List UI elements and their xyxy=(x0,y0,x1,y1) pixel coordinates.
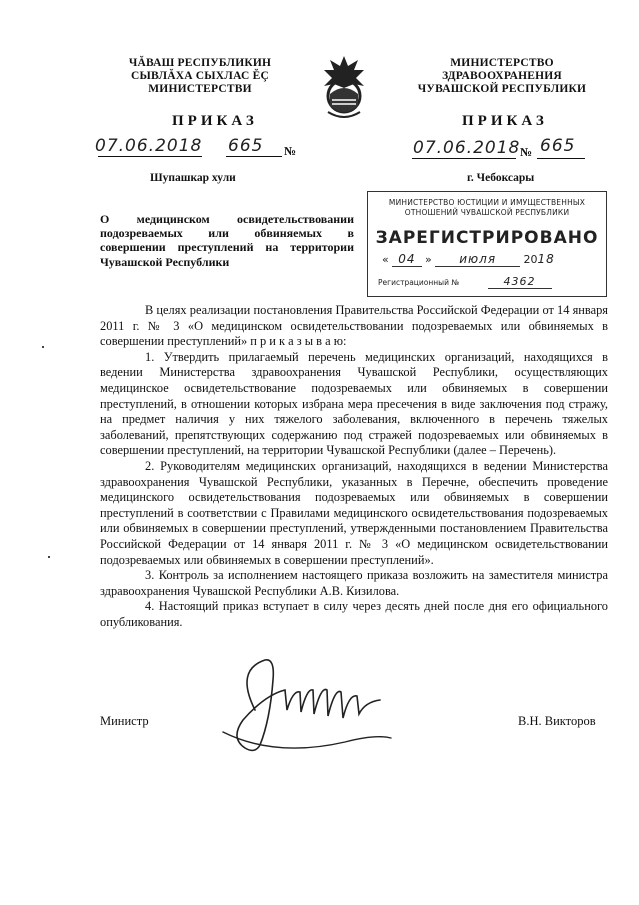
left-header-line3: МИНИСТЕРСТВИ xyxy=(148,83,252,95)
stamp-date-prefix: « xyxy=(382,253,389,266)
stamp-line1: МИНИСТЕРСТВО ЮСТИЦИИ И ИМУЩЕСТВЕННЫХ xyxy=(388,198,586,207)
left-header-line1: ЧĂВАШ РЕСПУБЛИКИН xyxy=(128,57,272,69)
paragraph-intro: В целях реализации постановления Правительства Российской Федерации от 14 января 2011 г. № 3 «О медицинском освидетельствовании подозреваемых или обвиняемых в совершении преступлений» п р и к а з ы в а ю: xyxy=(100,303,608,349)
paragraph-3: 3. Контроль за исполнением настоящего приказа возложить на заместителя министра здравоохранения Чувашской Республики А.В. Кизилова. xyxy=(100,568,608,598)
emblem-icon xyxy=(318,52,370,122)
paragraph-2: 2. Руководителям медицинских организаций, находящихся в ведении Министерства здравоохранения Чувашской Республики, указанных в Перечне, обеспечить проведение медицинского освидетельствования подозреваемых или обвиняемых в совершении преступлений в соответствии с Правилами медицинского освидетельствования подозреваемых или обвиняемых в совершении преступлений, утвержденными постановлением Правительства Российской Федерации от 14 января 2011 г. № 3 «О медицинском освидетельствовании подозреваемых или обвиняемых в совершении преступлений». xyxy=(100,458,608,567)
right-prikaz-title: ПРИКАЗ xyxy=(462,113,548,129)
stamp-date-row xyxy=(382,252,592,266)
right-place: г. Чебоксары xyxy=(467,172,535,184)
left-date-underline xyxy=(98,156,202,157)
left-place: Шупашкар хули xyxy=(150,172,236,184)
left-number-sign: № xyxy=(284,144,297,158)
stamp-date-mid: » xyxy=(425,253,432,266)
stamp-date-year: 18 xyxy=(537,252,555,266)
document-title: О медицинском освидетельствовании подозреваемых или обвиняемых в совершении преступлений на территории Чувашской Республики xyxy=(100,212,354,269)
left-prikaz-title: ПРИКАЗ xyxy=(172,113,258,129)
left-number: 665 xyxy=(228,136,264,156)
stamp-date-month: июля xyxy=(435,252,520,267)
stamp-reg-row xyxy=(378,275,598,289)
left-header-line2: СЫВЛĂХА СЫХЛАС ĔÇ xyxy=(131,70,269,82)
stamp-reg-number: 4362 xyxy=(488,275,552,289)
right-date: 07.06.2018 xyxy=(413,138,521,158)
right-number-underline xyxy=(537,158,585,159)
left-date: 07.06.2018 xyxy=(95,136,203,156)
right-header-line2: ЗДРАВООХРАНЕНИЯ xyxy=(442,70,562,82)
document-body xyxy=(100,303,608,630)
handwritten-signature xyxy=(215,650,395,760)
stamp-date-day: 04 xyxy=(392,252,421,267)
stamp-line2: ОТНОШЕНИЙ ЧУВАШСКОЙ РЕСПУБЛИКИ xyxy=(404,207,570,217)
signature-position: Министр xyxy=(100,714,149,728)
registration-stamp xyxy=(367,191,607,297)
right-header-line1: МИНИСТЕРСТВО xyxy=(450,57,554,69)
right-number-sign: № xyxy=(520,145,533,159)
right-date-underline xyxy=(412,158,516,159)
stamp-reg-label: Регистрационный № xyxy=(378,278,460,287)
paragraph-1: 1. Утвердить прилагаемый перечень медицинских организаций, находящихся в ведении Министерства здравоохранения Чувашской Республики, осуществляющих медицинское освидетельствование подозреваемых или обвиняемых в совершении преступлений, в отношении которых избрана мера пресечения в виде заключения под стражу, на предмет наличия у них тяжелого заболевания, включенного в перечень тяжелых заболеваний, препятствующих содержанию под стражей подозреваемых или обвиняемых в совершении преступлений, на территории Чувашской Республики (далее – Перечень). xyxy=(100,349,608,458)
scan-speck xyxy=(48,556,50,558)
left-number-underline xyxy=(226,156,282,157)
stamp-registered: ЗАРЕГИСТРИРОВАНО xyxy=(375,228,599,248)
signature-name: В.Н. Викторов xyxy=(518,714,596,728)
scan-speck xyxy=(42,346,44,348)
right-number: 665 xyxy=(540,136,576,156)
stamp-date-year-prefix: 20 xyxy=(523,253,538,266)
right-header-line3: ЧУВАШСКОЙ РЕСПУБЛИКИ xyxy=(417,83,587,95)
left-header xyxy=(100,57,300,96)
right-header xyxy=(412,57,592,96)
paragraph-4: 4. Настоящий приказ вступает в силу через десять дней после дня его официального опубликования. xyxy=(100,599,608,629)
